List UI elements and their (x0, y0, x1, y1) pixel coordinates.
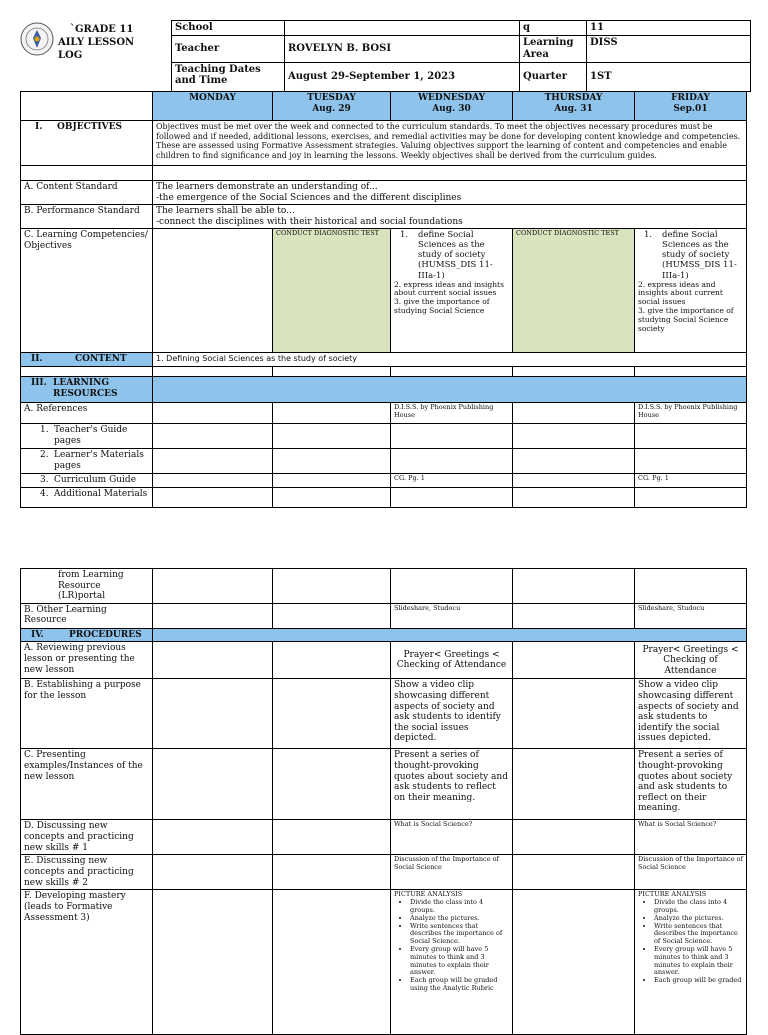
references-wed: D.I.S.S. by Phoenix Publishing House (391, 403, 513, 424)
picture-analysis-item: • Write sentences that describes the importance of Social Science. (410, 923, 509, 946)
day-friday: FRIDAY Sep.01 (635, 92, 747, 121)
dates-label: Teaching Dates and Time (172, 62, 285, 91)
day-monday: MONDAY (153, 92, 273, 121)
teachers-guide-label: 1. Teacher's Guide pages (21, 424, 153, 449)
competencies-label: C. Learning Competencies/ Objectives (21, 229, 153, 353)
q-value: 11 (587, 21, 751, 36)
procedure-a-wed: Prayer< Greetings < Checking of Attendance (391, 642, 513, 679)
quarter-value: 1ST (587, 62, 751, 91)
learning-resources-heading: III. LEARNING RESOURCES (21, 377, 153, 403)
procedures-heading: IV. PROCEDURES (21, 628, 153, 642)
lesson-log-table-page2 (20, 568, 747, 1035)
content-text: 1. Defining Social Sciences as the study of society (153, 353, 747, 367)
cg-wed: CG. Pg. 1 (391, 474, 513, 488)
picture-analysis-item: • Divide the class into 4 groups. (654, 899, 743, 915)
performance-standard-text: The learners shall be able to... -connect the disciplines with their historical and social foundations (153, 205, 747, 229)
procedure-c-wed: Present a series of thought-provoking quotes about society and ask students to reflect on their meaning. (391, 749, 513, 820)
diagnostic-test-thu: CONDUCT DIAGNOSTIC TEST (513, 229, 635, 353)
references-label: A. References (21, 403, 153, 424)
references-fri: D.I.S.S. by Phoenix Publishing House (635, 403, 747, 424)
grade-label: `GRADE 11 (70, 24, 134, 35)
diagnostic-test-tue: CONDUCT DIAGNOSTIC TEST (273, 229, 391, 353)
competencies-fri: 1. define Social Sciences as the study of society (HUMSS_DIS 11- IIIa-1) 2. express ideas and insights about current social issues 3. give the importance of studying Social Science society (635, 229, 747, 353)
picture-analysis-list-fri (638, 899, 743, 985)
procedure-b-fri: Show a video clip showcasing different aspects of society and ask students to identify the social issues depicted. (635, 679, 747, 749)
procedure-a-label: A. Reviewing previous lesson or presenting the new lesson (21, 642, 153, 679)
picture-analysis-item: • Analyze the pictures. (654, 915, 743, 923)
picture-analysis-item: • Every group will have 5 minutes to think and 3 minutes to explain their answer. (410, 946, 509, 977)
procedure-e-fri: Discussion of the Importance of Social Science (635, 855, 747, 890)
area-value: DISS (587, 36, 751, 63)
objectives-text: Objectives must be met over the week and connected to the curriculum standards. To meet the objectives necessary procedures must be followed and if needed, additional lessons, exercises, and remedial activities may be done for developing content knowledge and competencies. These are assessed using Formative Assessment strategies. Valuing objectives support the learning of content and competencies and enable children to find significance and joy in learning the lessons. Weekly objectives shall be derived from the curriculum guides. (153, 121, 747, 166)
procedure-f-fri: PICTURE ANALYSIS • Divide the class into 4 groups. • Analyze the pictures. • Write sentences that describes the importance of Social Science. • Every group will have 5 minutes to think and 3 minutes to explain their answer. • Each group will be graded (635, 890, 747, 1035)
competencies-wed: 1. define Social Sciences as the study of society (HUMSS_DIS 11-IIIa-1) 2. express ideas and insights about current social issues 3. give the importance of studying Social Science (391, 229, 513, 353)
content-standard-text: The learners demonstrate an understanding of... -the emergence of the Social Sciences and the different disciplines (153, 181, 747, 205)
picture-analysis-item: • Write sentences that describes the importance of Social Science. (654, 923, 743, 946)
procedure-c-fri: Present a series of thought-provoking quotes about society and ask students to reflect on their meaning. (635, 749, 747, 820)
picture-analysis-item: • Each group will be graded (654, 977, 743, 985)
other-resource-wed: Slideshare, Studocu (391, 603, 513, 628)
content-heading: II. CONTENT (21, 353, 153, 367)
procedure-d-label: D. Discussing new concepts and practicing new skills # 1 (21, 820, 153, 855)
quarter-label: Quarter (520, 62, 587, 91)
picture-analysis-item: • Every group will have 5 minutes to think and 3 minutes to explain their answer. (654, 946, 743, 977)
procedure-f-label: F. Developing mastery (leads to Formative Assessment 3) (21, 890, 153, 1035)
cg-fri: CG. Pg. 1 (635, 474, 747, 488)
school-value (285, 21, 520, 36)
picture-analysis-item: • Each group will be graded using the Analytic Rubric (410, 977, 509, 993)
procedure-b-wed: Show a video clip showcasing different aspects of society and ask students to identify the social issues depicted. (391, 679, 513, 749)
curriculum-guide-label: 3. Curriculum Guide (21, 474, 153, 488)
picture-analysis-item: • Analyze the pictures. (410, 915, 509, 923)
procedure-b-label: B. Establishing a purpose for the lesson (21, 679, 153, 749)
log-title: AILY LESSON LOG (58, 37, 135, 61)
other-resource-label: B. Other Learning Resource (21, 603, 153, 628)
additional-materials-label: 4. Additional Materials (21, 488, 153, 508)
deped-seal (20, 22, 54, 56)
procedure-c-label: C. Presenting examples/Instances of the new lesson (21, 749, 153, 820)
dates-value: August 29-September 1, 2023 (285, 62, 520, 91)
day-thursday: THURSDAY Aug. 31 (513, 92, 635, 121)
teacher-label: Teacher (172, 36, 285, 63)
procedure-f-wed: PICTURE ANALYSIS • Divide the class into 4 groups. • Analyze the pictures. • Write sentences that describes the importance of Social Science. • Every group will have 5 minutes to think and 3 minutes to explain their answer. • Each group will be graded using the Analytic Rubric (391, 890, 513, 1035)
procedure-d-wed: What is Social Science? (391, 820, 513, 855)
lesson-log-table-page1 (20, 91, 747, 508)
picture-analysis-list-wed (394, 899, 509, 993)
procedure-e-wed: Discussion of the Importance of Social Science (391, 855, 513, 890)
teacher-value: ROVELYN B. BOSI (285, 36, 520, 63)
area-label: Learning Area (520, 36, 587, 63)
procedure-e-label: E. Discussing new concepts and practicing new skills # 2 (21, 855, 153, 890)
additional-materials-cont: from Learning Resource (LR)portal (21, 569, 153, 604)
objectives-heading: I. OBJECTIVES (21, 121, 153, 166)
procedure-d-fri: What is Social Science? (635, 820, 747, 855)
content-standard-label: A. Content Standard (21, 181, 153, 205)
q-label: q (520, 21, 587, 36)
other-resource-fri: Slideshare, Studocu (635, 603, 747, 628)
learners-materials-label: 2. Learner's Materials pages (21, 449, 153, 474)
procedure-a-fri: Prayer< Greetings < Checking of Attendance (635, 642, 747, 679)
school-label: School (172, 21, 285, 36)
day-wednesday: WEDNESDAY Aug. 30 (391, 92, 513, 121)
performance-standard-label: B. Performance Standard (21, 205, 153, 229)
header-info-table (171, 20, 751, 92)
picture-analysis-item: • Divide the class into 4 groups. (410, 899, 509, 915)
day-tuesday: TUESDAY Aug. 29 (273, 92, 391, 121)
days-corner (21, 92, 153, 121)
